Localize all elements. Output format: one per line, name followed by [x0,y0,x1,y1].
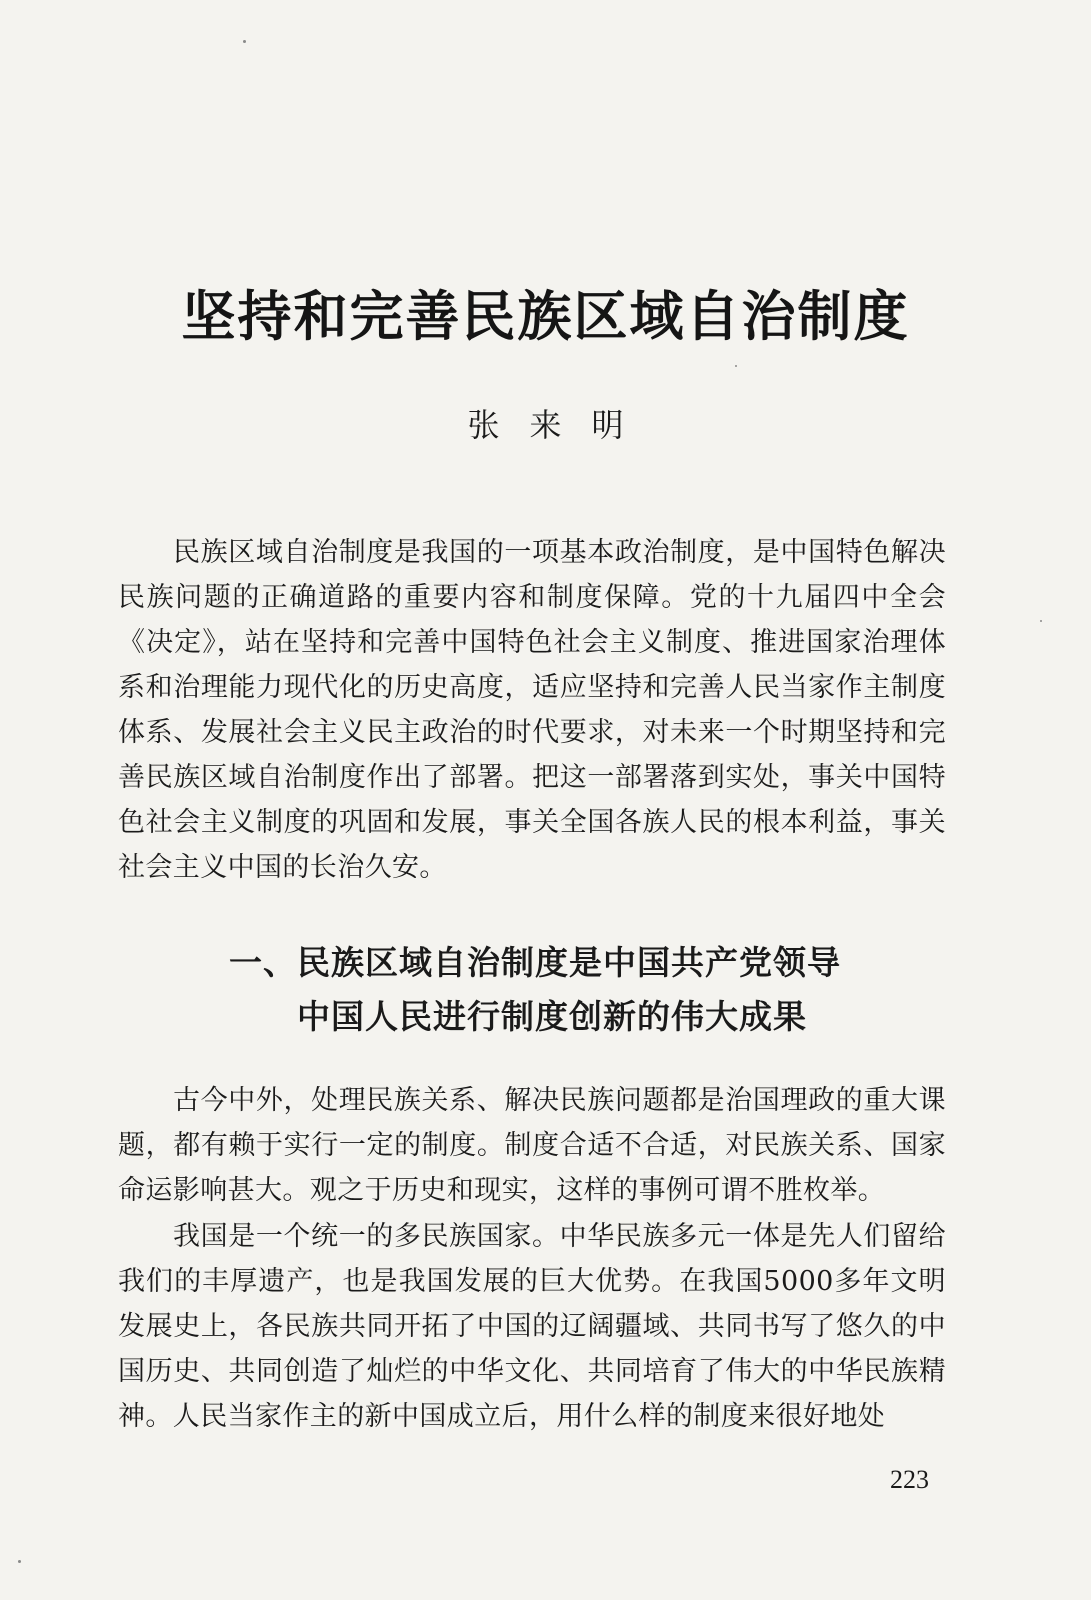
article-author: 张来明 [467,406,654,444]
intro-paragraph: 民族区域自治制度是我国的一项基本政治制度，是中国特色解决民族问题的正确道路的重要内容和制度保障。党的十九届四中全会《决定》，站在坚持和完善中国特色社会主义制度、推进国家治理体系和治理能力现代化的历史高度，适应坚持和完善人民当家作主制度体系、发展社会主义民主政治的时代要求，对未来一个时期坚持和完善民族区域自治制度作出了部署。把这一部署落到实处，事关中国特色社会主义制度的巩固和发展，事关全国各族人民的根本利益，事关社会主义中国的长治久安。 [118,537,946,883]
scan-speck [18,1560,21,1563]
scan-speck [735,365,737,367]
page-number: 223 [890,1465,929,1494]
body-paragraph: 我国是一个统一的多民族国家。中华民族多元一体是先人们留给我们的丰厚遗产，也是我国发展的巨大优势。在我国5000多年文明发展史上，各民族共同开拓了中国的辽阔疆域、共同书写了悠久的中国历史、共同创造了灿烂的中华文化、共同培育了伟大的中华民族精神。人民当家作主的新中国成立后，用什么样的制度来很好地处 [118,1221,946,1432]
scan-speck [243,40,246,43]
article-title: 坚持和完善民族区域自治制度 [181,285,910,348]
body-paragraph: 古今中外，处理民族关系、解决民族问题都是治国理政的重大课题，都有赖于实行一定的制度。制度合适不合适，对民族关系、国家命运影响甚大。观之于历史和现实，这样的事例可谓不胜枚举。 [118,1085,946,1206]
section-heading-line-2: 中国人民进行制度创新的伟大成果 [297,997,807,1036]
scan-speck [1040,620,1042,622]
section-heading-line-1: 一、民族区域自治制度是中国共产党领导 [229,943,841,982]
